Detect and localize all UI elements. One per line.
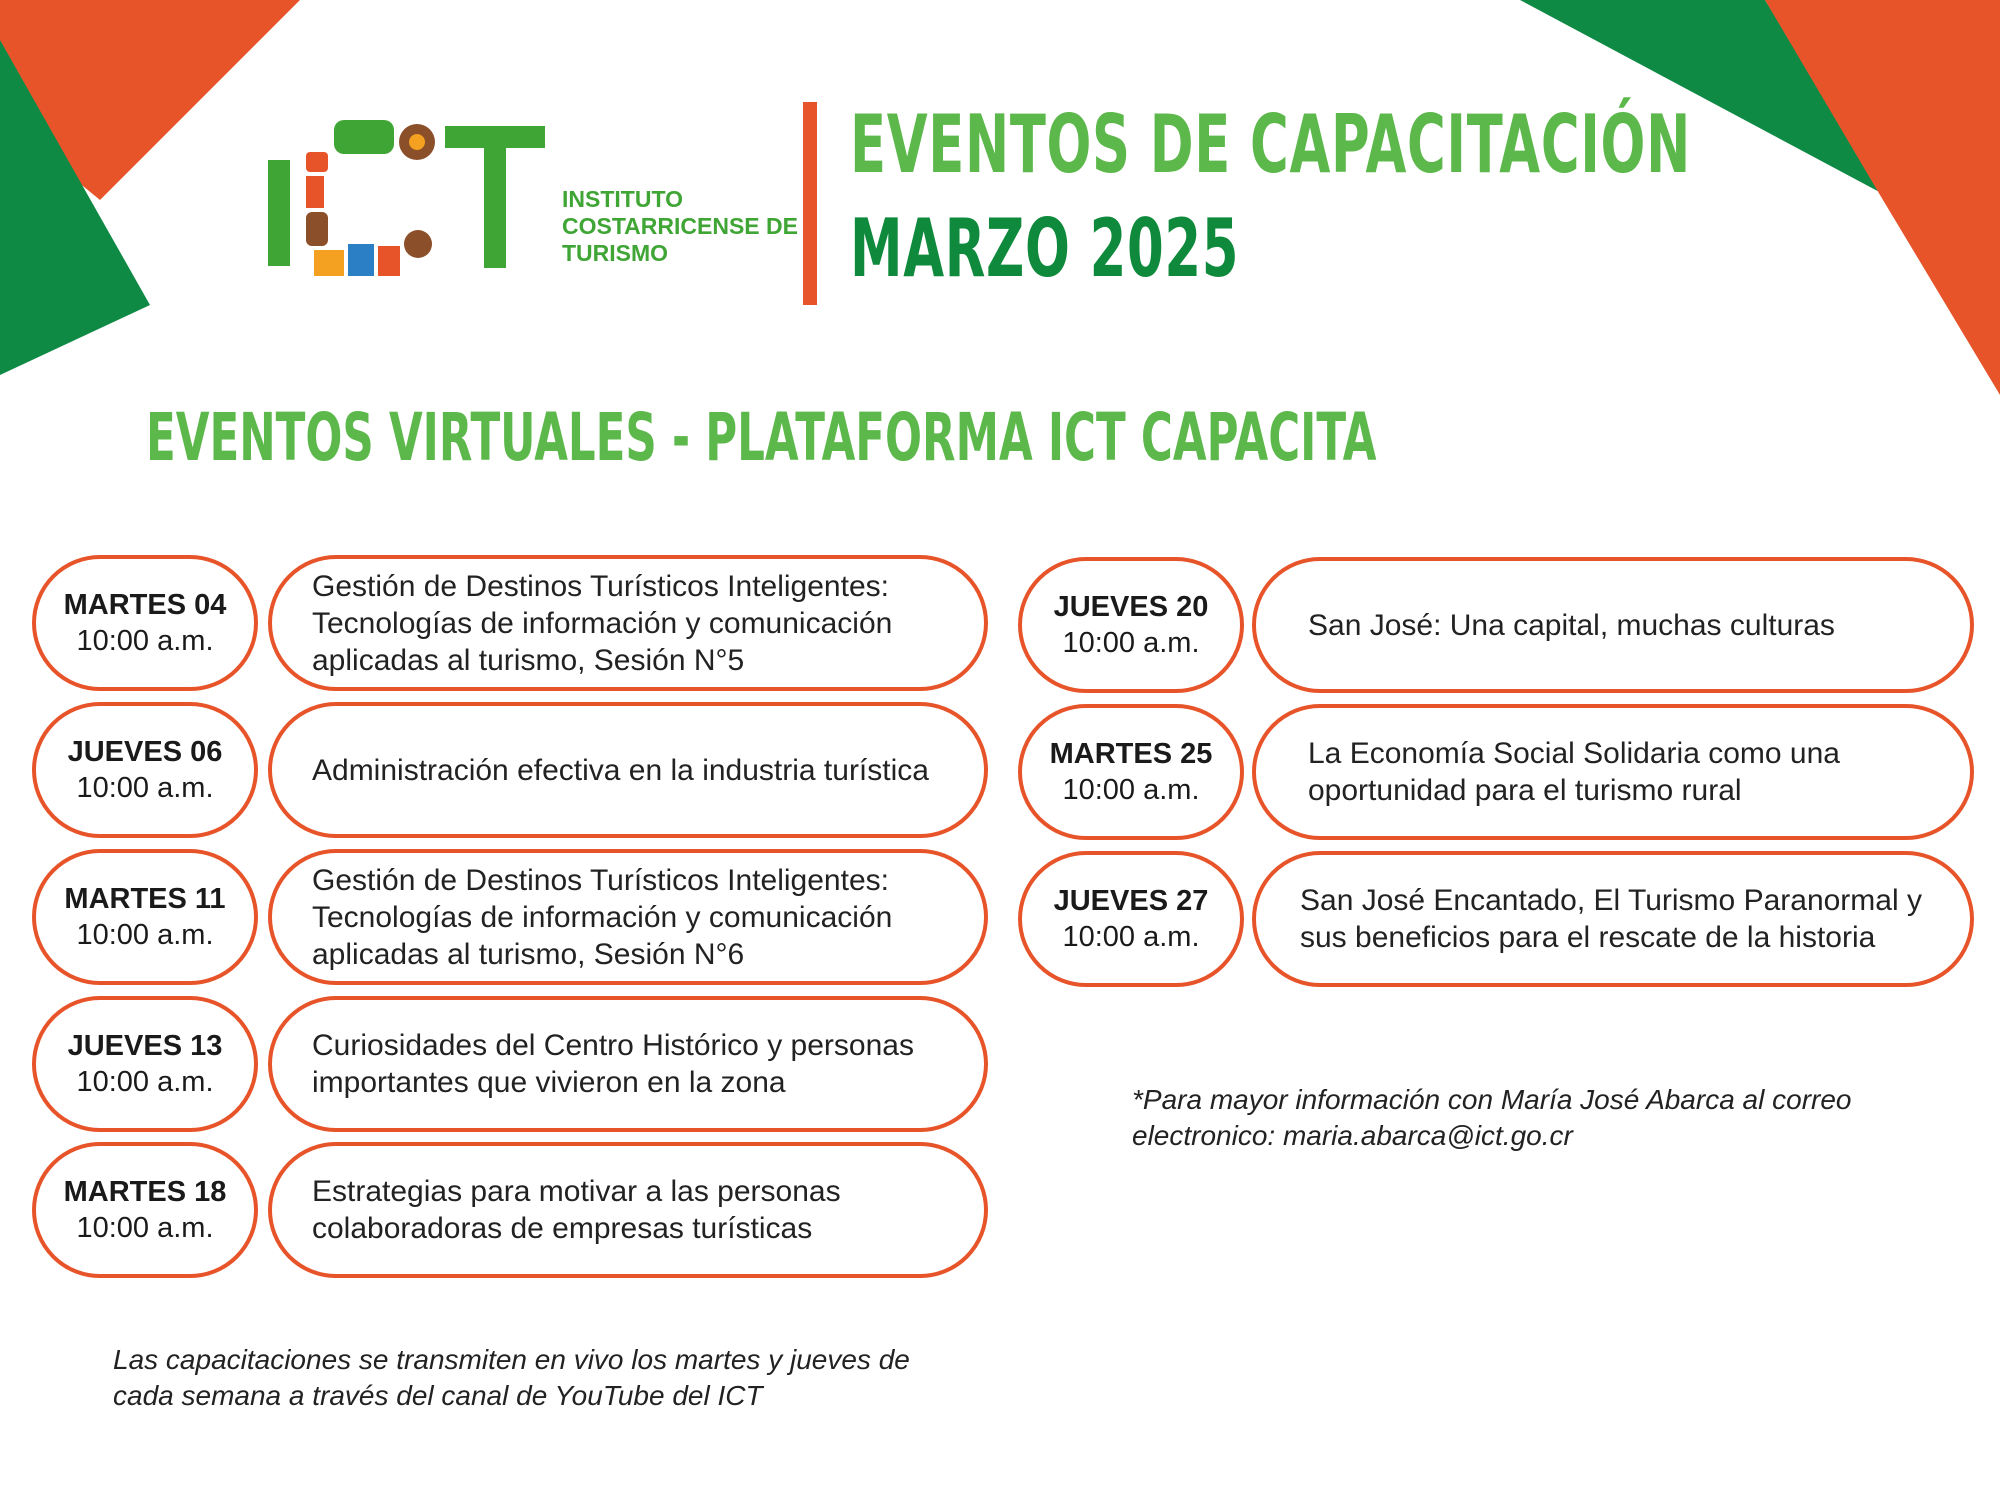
event-title-line: colaboradoras de empresas turísticas <box>312 1212 813 1245</box>
event-time: 10:00 a.m. <box>76 1066 214 1098</box>
event-date-pill <box>32 996 258 1132</box>
event-day: JUEVES 27 <box>1053 885 1209 917</box>
event-title-line: Administración efectiva en la industria turística <box>312 753 929 787</box>
event-title-line: oportunidad para el turismo rural <box>1308 774 1742 807</box>
event-title-pill <box>1252 851 1974 987</box>
event-title-line: Gestión de Destinos Turísticos Inteligentes: <box>312 863 889 897</box>
event-day: JUEVES 20 <box>1053 591 1209 623</box>
logo-text-line: INSTITUTO <box>562 186 683 212</box>
event-title-pill <box>1252 704 1974 840</box>
event-title-line: La Economía Social Solidaria como una <box>1308 737 1840 770</box>
event-date-pill <box>1018 851 1244 987</box>
event-time: 10:00 a.m. <box>76 1212 214 1244</box>
event-time: 10:00 a.m. <box>76 772 214 804</box>
contact-note <box>1132 1082 1852 1154</box>
event-date-pill <box>1018 704 1244 840</box>
footer-note <box>113 1342 910 1414</box>
event-time: 10:00 a.m. <box>1062 627 1200 659</box>
event-date-pill <box>32 849 258 985</box>
event-title-line: importantes que vivieron en la zona <box>312 1066 786 1099</box>
logo-text-line: COSTARRICENSE DE <box>562 213 798 239</box>
event-time: 10:00 a.m. <box>1062 921 1200 953</box>
event-title-pill <box>268 996 988 1132</box>
event-title-line: Gestión de Destinos Turísticos Inteligentes: <box>312 569 889 603</box>
event-title-pill <box>268 702 988 838</box>
event-day: MARTES 11 <box>64 883 226 915</box>
page-title: EVENTOS DE CAPACITACIÓN <box>850 98 1691 191</box>
footer-note-line: Las capacitaciones se transmiten en vivo los martes y jueves de <box>113 1344 910 1375</box>
event-title-line: aplicadas al turismo, Sesión N°6 <box>312 937 745 971</box>
ict-logo <box>262 116 802 286</box>
event-day: MARTES 18 <box>63 1176 227 1208</box>
event-date-pill <box>32 702 258 838</box>
event-title-pill <box>268 849 988 985</box>
contact-note-line: electronico: maria.abarca@ict.go.cr <box>1132 1120 1573 1151</box>
ict-logo-mark <box>262 116 552 286</box>
event-title-line: sus beneficios para el rescate de la historia <box>1300 921 1876 954</box>
event-date-pill <box>32 555 258 691</box>
event-day: JUEVES 06 <box>67 736 223 768</box>
event-title-pill <box>1252 557 1974 693</box>
event-title-pill <box>268 1142 988 1278</box>
footer-note-line: cada semana a través del canal de YouTube del ICT <box>113 1380 763 1411</box>
event-time: 10:00 a.m. <box>76 625 214 657</box>
event-title-line: Tecnologías de información y comunicación <box>312 606 893 640</box>
top-right-orange-triangle <box>1765 0 2000 395</box>
event-title-line: San José Encantado, El Turismo Paranormal y <box>1300 884 1922 917</box>
event-title-pill <box>268 555 988 691</box>
event-date-pill <box>32 1142 258 1278</box>
event-time: 10:00 a.m. <box>1062 774 1200 806</box>
event-day: MARTES 25 <box>1049 738 1213 770</box>
page-subtitle: MARZO 2025 <box>850 202 1240 295</box>
logo-institution-name <box>562 186 822 267</box>
event-title-line: Curiosidades del Centro Histórico y personas <box>312 1029 914 1062</box>
contact-note-line: *Para mayor información con María José Abarca al correo <box>1132 1084 1852 1115</box>
event-title-line: San José: Una capital, muchas culturas <box>1308 608 1835 642</box>
event-title-line: Estrategias para motivar a las personas <box>312 1175 841 1208</box>
event-title-line: aplicadas al turismo, Sesión N°5 <box>312 643 745 677</box>
logo-text-line: TURISMO <box>562 240 669 266</box>
event-day: JUEVES 13 <box>67 1030 223 1062</box>
event-time: 10:00 a.m. <box>76 919 214 951</box>
event-title-line: Tecnologías de información y comunicación <box>312 900 893 934</box>
section-title: EVENTOS VIRTUALES - PLATAFORMA ICT CAPACITA <box>146 399 1377 476</box>
event-date-pill <box>1018 557 1244 693</box>
header-divider <box>803 102 817 305</box>
event-day: MARTES 04 <box>63 589 227 621</box>
